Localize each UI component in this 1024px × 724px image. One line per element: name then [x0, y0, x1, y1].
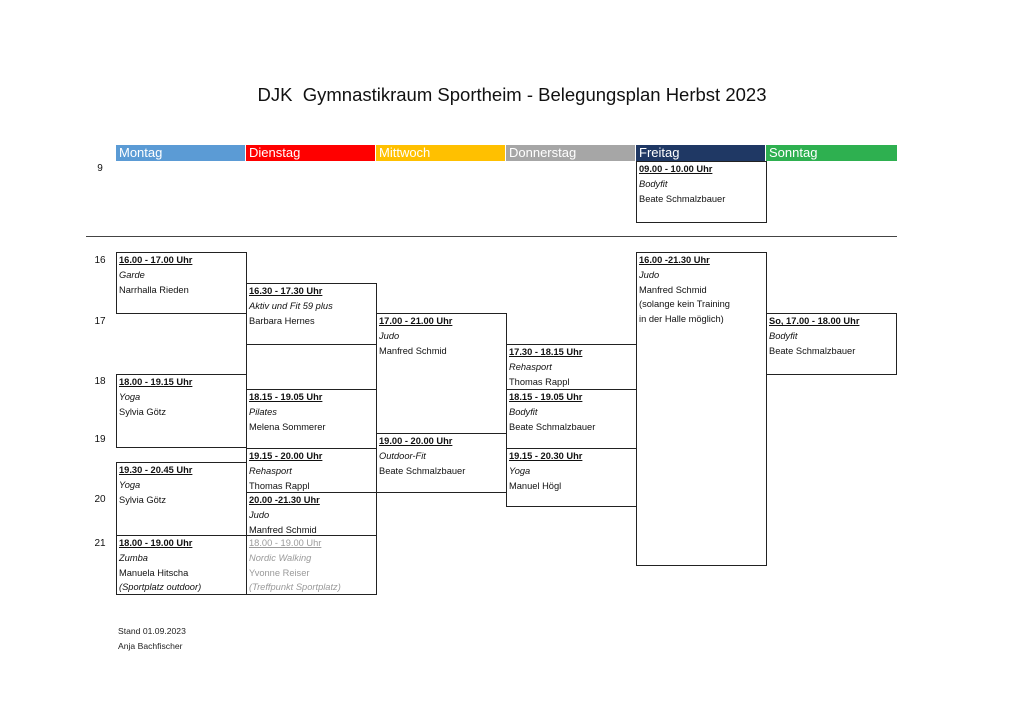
hour-label-19: 19 — [94, 434, 106, 445]
session-trainer: Manuel Högl — [509, 480, 562, 491]
session-time: 09.00 - 10.00 Uhr — [639, 164, 713, 174]
session-activity: Bodyfit — [509, 406, 538, 417]
session-activity: Nordic Walking — [249, 552, 312, 563]
session-tuesday-nordic-walking — [246, 535, 377, 595]
session-note: (Treffpunkt Sportplatz) — [249, 582, 341, 593]
session-note-line-2: in der Halle möglich) — [639, 314, 724, 325]
session-activity: Bodyfit — [639, 178, 668, 189]
session-activity: Judo — [639, 269, 660, 280]
footer-stand: Stand 01.09.2023 — [118, 626, 186, 636]
session-time: 18.00 - 19.00 Uhr — [119, 538, 193, 548]
session-time: So, 17.00 - 18.00 Uhr — [769, 316, 860, 326]
session-trainer: Manfred Schmid — [249, 524, 317, 535]
session-trainer: Beate Schmalzbauer — [769, 345, 856, 356]
session-trainer: Yvonne Reiser — [249, 567, 310, 578]
session-friday-bodyfit-morning — [636, 161, 767, 223]
day-header-friday: Freitag — [636, 145, 765, 161]
hour-label-21: 21 — [94, 538, 106, 549]
footer-author: Anja Bachfischer — [118, 641, 183, 651]
session-tuesday-aktiv-und-fit — [246, 283, 377, 345]
session-trainer: Thomas Rappl — [249, 480, 310, 491]
session-monday-yoga-1 — [116, 374, 247, 448]
session-time: 20.00 -21.30 Uhr — [249, 495, 320, 505]
session-thursday-rehasport — [506, 344, 637, 390]
session-activity: Bodyfit — [769, 330, 798, 341]
section-divider — [86, 236, 897, 237]
day-header-thursday: Donnerstag — [506, 145, 635, 161]
session-time: 19.00 - 20.00 Uhr — [379, 436, 453, 446]
session-time: 19.15 - 20.00 Uhr — [249, 451, 323, 461]
session-activity: Outdoor-Fit — [379, 450, 426, 461]
session-activity: Judo — [379, 330, 400, 341]
session-trainer: Manfred Schmid — [639, 284, 707, 295]
page-title: DJK Gymnastikraum Sportheim - Belegungsplan Herbst 2023 — [257, 84, 767, 105]
session-time: 18.00 - 19.15 Uhr — [119, 377, 193, 387]
session-activity: Rehasport — [249, 465, 292, 476]
day-header-sunday: Sonntag — [766, 145, 897, 161]
session-note-line-1: (solange kein Training — [639, 299, 730, 310]
session-monday-zumba — [116, 535, 247, 595]
session-time: 19.30 - 20.45 Uhr — [119, 465, 193, 475]
session-wednesday-outdoor-fit — [376, 433, 507, 493]
session-trainer: Barbara Hernes — [249, 315, 315, 326]
session-trainer: Narrhalla Rieden — [119, 284, 189, 295]
session-trainer: Sylvia Götz — [119, 406, 167, 417]
session-wednesday-judo — [376, 313, 507, 434]
session-tuesday-empty-slot — [246, 344, 377, 390]
session-time: 16.00 - 17.00 Uhr — [119, 255, 193, 265]
hour-label-9: 9 — [97, 163, 103, 174]
session-friday-judo — [636, 252, 767, 566]
session-monday-yoga-2 — [116, 462, 247, 536]
session-time: 16.30 - 17.30 Uhr — [249, 286, 323, 296]
session-monday-garde — [116, 252, 247, 314]
session-activity: Judo — [249, 509, 270, 520]
session-trainer: Beate Schmalzbauer — [509, 421, 596, 432]
session-activity: Pilates — [249, 406, 277, 417]
hour-label-16: 16 — [94, 255, 106, 266]
session-trainer: Melena Sommerer — [249, 421, 326, 432]
session-activity: Zumba — [119, 552, 148, 563]
session-activity: Rehasport — [509, 361, 552, 372]
session-trainer: Manuela Hitscha — [119, 567, 189, 578]
hour-label-18: 18 — [94, 376, 106, 387]
session-activity: Yoga — [119, 391, 141, 402]
session-activity: Aktiv und Fit 59 plus — [249, 300, 333, 311]
day-header-monday: Montag — [116, 145, 245, 161]
session-activity: Yoga — [509, 465, 531, 476]
session-tuesday-judo — [246, 492, 377, 537]
session-trainer: Beate Schmalzbauer — [379, 465, 466, 476]
session-note: (Sportplatz outdoor) — [119, 582, 202, 593]
session-tuesday-rehasport — [246, 448, 377, 493]
session-time: 16.00 -21.30 Uhr — [639, 255, 710, 265]
session-trainer: Manfred Schmid — [379, 345, 447, 356]
hour-label-20: 20 — [94, 494, 106, 505]
session-time: 17.30 - 18.15 Uhr — [509, 347, 583, 357]
day-header-wednesday: Mittwoch — [376, 145, 505, 161]
session-time: 17.00 - 21.00 Uhr — [379, 316, 453, 326]
session-time: 18.00 - 19.00 Uhr — [249, 538, 322, 548]
session-trainer: Beate Schmalzbauer — [639, 193, 726, 204]
session-activity: Yoga — [119, 479, 141, 490]
session-thursday-yoga — [506, 448, 637, 507]
session-tuesday-pilates — [246, 389, 377, 449]
day-header-tuesday: Dienstag — [246, 145, 375, 161]
session-trainer: Sylvia Götz — [119, 494, 167, 505]
session-trainer: Thomas Rappl — [509, 376, 570, 387]
session-time: 19.15 - 20.30 Uhr — [509, 451, 583, 461]
session-activity: Garde — [119, 269, 145, 280]
session-sunday-bodyfit — [766, 313, 897, 375]
session-time: 18.15 - 19.05 Uhr — [249, 392, 323, 402]
session-time: 18.15 - 19.05 Uhr — [509, 392, 583, 402]
hour-label-17: 17 — [94, 316, 106, 327]
session-thursday-bodyfit — [506, 389, 637, 449]
